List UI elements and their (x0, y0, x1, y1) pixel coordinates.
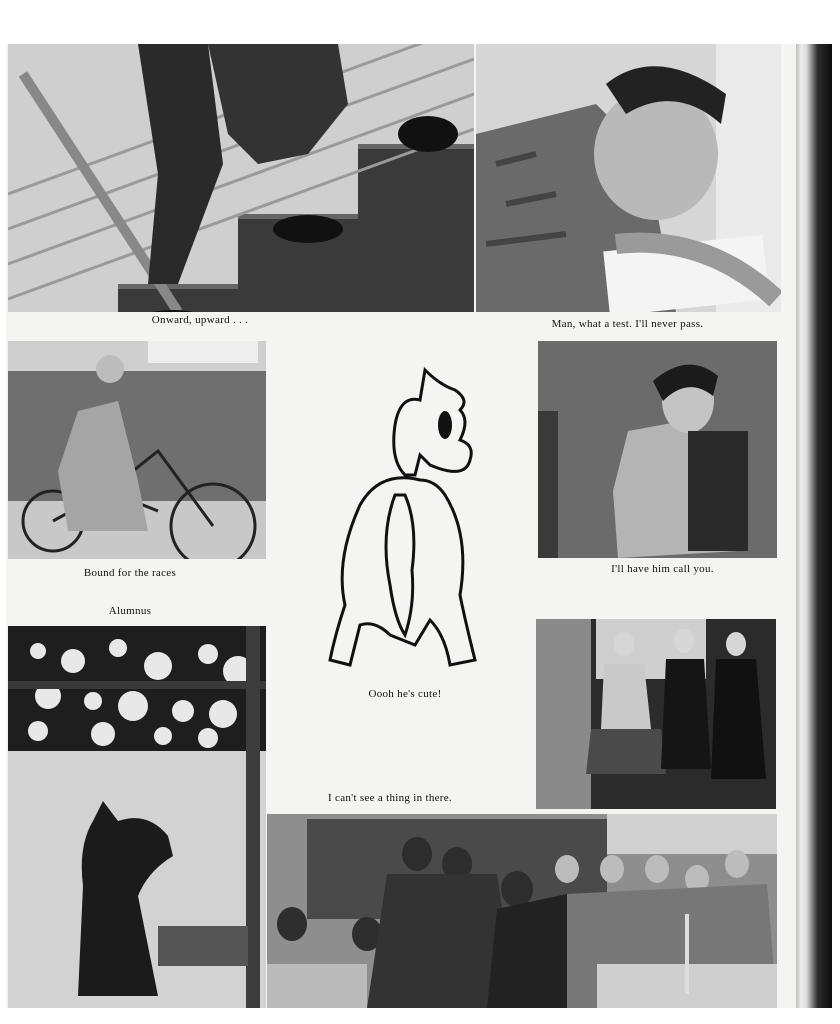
photo-bike (8, 341, 266, 559)
caption-phone: I'll have him call you. (611, 563, 714, 575)
caption-alumnus: Alumnus (108, 605, 152, 617)
book-spine (796, 44, 832, 1008)
photo-stairs (8, 44, 474, 312)
caption-pony: Oooh he's cute! (368, 688, 442, 700)
photo-dog (8, 626, 266, 1008)
photo-phone (538, 341, 777, 558)
photo-test (476, 44, 781, 312)
photo-microscope (267, 814, 777, 1008)
photo-girls (536, 619, 776, 809)
pony-illustration (320, 365, 485, 677)
caption-stairs: Onward, upward . . . (151, 314, 249, 326)
caption-test: Man, what a test. I'll never pass. (551, 318, 704, 330)
caption-microscope: I can't see a thing in there. (328, 792, 452, 804)
caption-bike: Bound for the races (83, 567, 177, 579)
